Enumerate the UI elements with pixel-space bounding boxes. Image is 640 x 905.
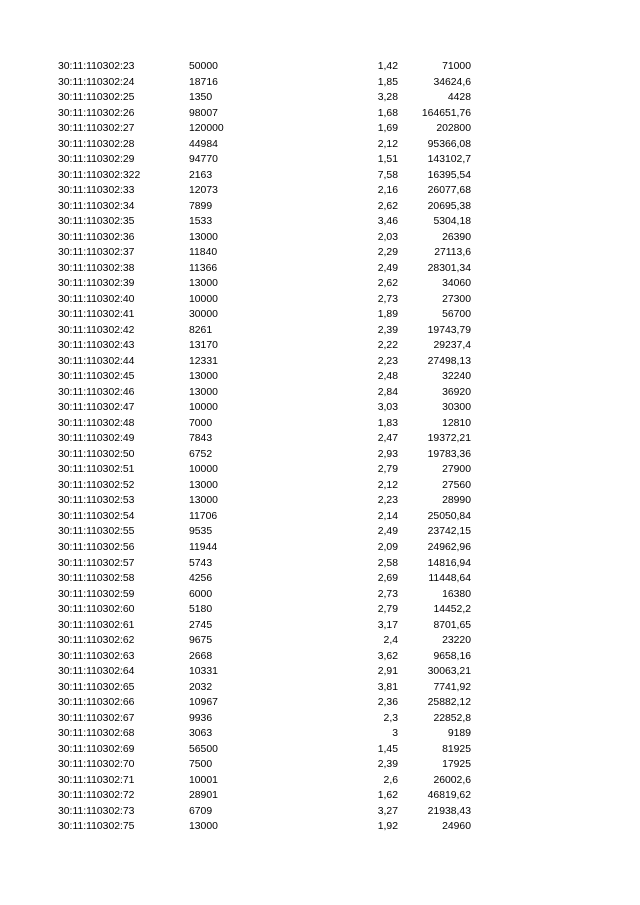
total-cell: 26390 xyxy=(442,231,471,243)
rate-cell: 2,73 xyxy=(377,588,398,600)
table-row xyxy=(0,276,640,292)
cadastral-number-cell: 30:11:110302:64 xyxy=(58,666,135,678)
rate-cell: 3,28 xyxy=(377,92,398,104)
total-cell: 25050,84 xyxy=(427,510,471,522)
cadastral-number-cell: 30:11:110302:49 xyxy=(58,433,135,445)
table-row xyxy=(0,556,640,572)
cadastral-number-cell: 30:11:110302:46 xyxy=(58,386,135,398)
total-cell: 27498,13 xyxy=(427,355,471,367)
cadastral-number-cell: 30:11:110302:70 xyxy=(58,759,135,771)
quantity-cell: 3063 xyxy=(189,728,213,740)
cadastral-number-cell: 30:11:110302:45 xyxy=(58,371,135,383)
quantity-cell: 50000 xyxy=(189,61,218,72)
cadastral-number-cell: 30:11:110302:322 xyxy=(58,169,141,181)
total-cell: 23742,15 xyxy=(427,526,471,538)
quantity-cell: 6709 xyxy=(189,805,213,817)
rate-cell: 1,69 xyxy=(377,123,398,135)
quantity-cell: 13000 xyxy=(189,479,218,491)
rate-cell: 3,27 xyxy=(377,805,398,817)
total-cell: 25882,12 xyxy=(427,697,471,709)
quantity-cell: 120000 xyxy=(189,123,224,135)
table-row xyxy=(0,587,640,603)
data-table xyxy=(0,59,640,835)
total-cell: 19783,36 xyxy=(427,448,471,460)
cadastral-number-cell: 30:11:110302:23 xyxy=(58,61,135,72)
cadastral-number-cell: 30:11:110302:33 xyxy=(58,185,135,197)
table-row xyxy=(0,602,640,618)
rate-cell: 2,79 xyxy=(377,464,398,476)
rate-cell: 7,58 xyxy=(377,169,398,181)
quantity-cell: 13000 xyxy=(189,495,218,507)
cadastral-number-cell: 30:11:110302:57 xyxy=(58,557,135,569)
quantity-cell: 9936 xyxy=(189,712,213,724)
rate-cell: 1,83 xyxy=(377,417,398,429)
table-row xyxy=(0,75,640,91)
table-row xyxy=(0,540,640,556)
table-row xyxy=(0,742,640,758)
total-cell: 16380 xyxy=(442,588,471,600)
rate-cell: 2,6 xyxy=(383,774,398,786)
cadastral-number-cell: 30:11:110302:42 xyxy=(58,324,135,336)
cadastral-number-cell: 30:11:110302:69 xyxy=(58,743,135,755)
quantity-cell: 7843 xyxy=(189,433,213,445)
table-row xyxy=(0,307,640,323)
cadastral-number-cell: 30:11:110302:68 xyxy=(58,728,135,740)
total-cell: 14452,2 xyxy=(433,604,471,616)
table-row xyxy=(0,137,640,153)
cadastral-number-cell: 30:11:110302:35 xyxy=(58,216,135,228)
quantity-cell: 98007 xyxy=(189,107,218,119)
total-cell: 143102,7 xyxy=(427,154,471,166)
total-cell: 14816,94 xyxy=(427,557,471,569)
table-row xyxy=(0,680,640,696)
quantity-cell: 2745 xyxy=(189,619,213,631)
quantity-cell: 6752 xyxy=(189,448,213,460)
rate-cell: 2,62 xyxy=(377,278,398,290)
rate-cell: 1,62 xyxy=(377,790,398,802)
total-cell: 16395,54 xyxy=(427,169,471,181)
cadastral-number-cell: 30:11:110302:25 xyxy=(58,92,135,104)
rate-cell: 2,22 xyxy=(377,340,398,352)
table-row xyxy=(0,338,640,354)
table-row xyxy=(0,757,640,773)
quantity-cell: 10001 xyxy=(189,774,218,786)
total-cell: 9189 xyxy=(447,728,471,740)
quantity-cell: 9535 xyxy=(189,526,213,538)
table-row xyxy=(0,121,640,137)
cadastral-number-cell: 30:11:110302:28 xyxy=(58,138,135,150)
total-cell: 12810 xyxy=(442,417,471,429)
quantity-cell: 13000 xyxy=(189,278,218,290)
quantity-cell: 13170 xyxy=(189,340,218,352)
cadastral-number-cell: 30:11:110302:41 xyxy=(58,309,135,321)
table-row xyxy=(0,462,640,478)
quantity-cell: 9675 xyxy=(189,635,213,647)
table-row xyxy=(0,571,640,587)
quantity-cell: 44984 xyxy=(189,138,218,150)
rate-cell: 1,51 xyxy=(377,154,398,166)
rate-cell: 2,58 xyxy=(377,557,398,569)
table-row xyxy=(0,90,640,106)
cadastral-number-cell: 30:11:110302:63 xyxy=(58,650,135,662)
total-cell: 26002,6 xyxy=(433,774,471,786)
total-cell: 30300 xyxy=(442,402,471,414)
cadastral-number-cell: 30:11:110302:53 xyxy=(58,495,135,507)
table-row xyxy=(0,788,640,804)
cadastral-number-cell: 30:11:110302:75 xyxy=(58,821,135,833)
rate-cell: 3 xyxy=(392,728,398,740)
total-cell: 27113,6 xyxy=(434,247,471,259)
table-row xyxy=(0,649,640,665)
rate-cell: 3,17 xyxy=(377,619,398,631)
total-cell: 27560 xyxy=(442,479,471,491)
cadastral-number-cell: 30:11:110302:26 xyxy=(58,107,135,119)
cadastral-number-cell: 30:11:110302:24 xyxy=(58,76,135,88)
table-row xyxy=(0,199,640,215)
quantity-cell: 1533 xyxy=(189,216,213,228)
rate-cell: 2,03 xyxy=(377,231,398,243)
total-cell: 7741,92 xyxy=(433,681,471,693)
table-row xyxy=(0,261,640,277)
table-row xyxy=(0,385,640,401)
rate-cell: 2,09 xyxy=(377,541,398,553)
total-cell: 24960 xyxy=(442,821,471,833)
rate-cell: 3,62 xyxy=(377,650,398,662)
cadastral-number-cell: 30:11:110302:65 xyxy=(58,681,135,693)
quantity-cell: 11840 xyxy=(189,247,218,259)
table-row xyxy=(0,323,640,339)
total-cell: 11448,64 xyxy=(428,573,471,585)
quantity-cell: 10331 xyxy=(189,666,218,678)
total-cell: 164651,76 xyxy=(421,107,471,119)
table-row xyxy=(0,509,640,525)
total-cell: 4428 xyxy=(447,92,471,104)
total-cell: 36920 xyxy=(442,386,471,398)
cadastral-number-cell: 30:11:110302:38 xyxy=(58,262,135,274)
rate-cell: 2,49 xyxy=(377,262,398,274)
cadastral-number-cell: 30:11:110302:40 xyxy=(58,293,135,305)
total-cell: 21938,43 xyxy=(427,805,471,817)
total-cell: 30063,21 xyxy=(427,666,471,678)
rate-cell: 3,46 xyxy=(377,216,398,228)
rate-cell: 2,16 xyxy=(377,185,398,197)
total-cell: 23220 xyxy=(442,635,471,647)
quantity-cell: 5743 xyxy=(189,557,213,569)
quantity-cell: 5180 xyxy=(189,604,213,616)
table-row xyxy=(0,59,640,75)
quantity-cell: 8261 xyxy=(189,324,213,336)
table-row xyxy=(0,695,640,711)
quantity-cell: 6000 xyxy=(189,588,213,600)
rate-cell: 2,93 xyxy=(377,448,398,460)
quantity-cell: 2032 xyxy=(189,681,213,693)
total-cell: 34624,6 xyxy=(433,76,471,88)
cadastral-number-cell: 30:11:110302:48 xyxy=(58,417,135,429)
total-cell: 19743,79 xyxy=(427,324,471,336)
quantity-cell: 13000 xyxy=(189,231,218,243)
quantity-cell: 10000 xyxy=(189,293,218,305)
table-row xyxy=(0,168,640,184)
table-row xyxy=(0,804,640,820)
quantity-cell: 10000 xyxy=(189,402,218,414)
table-row xyxy=(0,773,640,789)
table-row xyxy=(0,524,640,540)
quantity-cell: 13000 xyxy=(189,386,218,398)
quantity-cell: 7000 xyxy=(189,417,213,429)
cadastral-number-cell: 30:11:110302:50 xyxy=(58,448,135,460)
quantity-cell: 7899 xyxy=(189,200,213,212)
table-row xyxy=(0,618,640,634)
table-row xyxy=(0,664,640,680)
quantity-cell: 11944 xyxy=(189,541,218,553)
rate-cell: 2,12 xyxy=(377,138,398,150)
table-row xyxy=(0,819,640,835)
table-row xyxy=(0,245,640,261)
cadastral-number-cell: 30:11:110302:27 xyxy=(58,123,135,135)
total-cell: 28301,34 xyxy=(427,262,471,274)
cadastral-number-cell: 30:11:110302:47 xyxy=(58,402,135,414)
cadastral-number-cell: 30:11:110302:55 xyxy=(58,526,135,538)
quantity-cell: 18716 xyxy=(189,76,218,88)
rate-cell: 2,49 xyxy=(377,526,398,538)
rate-cell: 1,45 xyxy=(377,743,398,755)
cadastral-number-cell: 30:11:110302:43 xyxy=(58,340,135,352)
rate-cell: 2,62 xyxy=(377,200,398,212)
table-row xyxy=(0,214,640,230)
table-row xyxy=(0,369,640,385)
rate-cell: 1,68 xyxy=(377,107,398,119)
rate-cell: 2,39 xyxy=(377,759,398,771)
table-row xyxy=(0,447,640,463)
cadastral-number-cell: 30:11:110302:51 xyxy=(58,464,135,476)
table-row xyxy=(0,230,640,246)
total-cell: 32240 xyxy=(442,371,471,383)
table-row xyxy=(0,633,640,649)
cadastral-number-cell: 30:11:110302:67 xyxy=(58,712,135,724)
total-cell: 8701,65 xyxy=(433,619,471,631)
rate-cell: 2,48 xyxy=(377,371,398,383)
total-cell: 24962,96 xyxy=(427,541,471,553)
rate-cell: 1,85 xyxy=(377,76,398,88)
table-row xyxy=(0,400,640,416)
rate-cell: 1,42 xyxy=(377,61,398,72)
quantity-cell: 28901 xyxy=(189,790,218,802)
cadastral-number-cell: 30:11:110302:39 xyxy=(58,278,135,290)
cadastral-number-cell: 30:11:110302:61 xyxy=(58,619,135,631)
cadastral-number-cell: 30:11:110302:72 xyxy=(58,790,135,802)
total-cell: 17925 xyxy=(442,759,471,771)
total-cell: 22852,8 xyxy=(433,712,471,724)
quantity-cell: 11366 xyxy=(189,262,218,274)
table-row xyxy=(0,416,640,432)
total-cell: 9658,16 xyxy=(433,650,471,662)
total-cell: 29237,4 xyxy=(433,340,471,352)
quantity-cell: 2668 xyxy=(189,650,213,662)
table-row xyxy=(0,292,640,308)
cadastral-number-cell: 30:11:110302:66 xyxy=(58,697,135,709)
cadastral-number-cell: 30:11:110302:36 xyxy=(58,231,135,243)
cadastral-number-cell: 30:11:110302:58 xyxy=(58,573,135,585)
total-cell: 26077,68 xyxy=(427,185,471,197)
quantity-cell: 4256 xyxy=(189,573,213,585)
total-cell: 27900 xyxy=(442,464,471,476)
cadastral-number-cell: 30:11:110302:54 xyxy=(58,510,135,522)
rate-cell: 2,12 xyxy=(377,479,398,491)
rate-cell: 2,47 xyxy=(377,433,398,445)
rate-cell: 2,69 xyxy=(377,573,398,585)
rate-cell: 2,39 xyxy=(377,324,398,336)
rate-cell: 3,81 xyxy=(377,681,398,693)
rate-cell: 2,84 xyxy=(377,386,398,398)
quantity-cell: 7500 xyxy=(189,759,213,771)
rate-cell: 2,73 xyxy=(377,293,398,305)
total-cell: 202800 xyxy=(436,123,471,135)
total-cell: 56700 xyxy=(442,309,471,321)
quantity-cell: 1350 xyxy=(189,92,213,104)
cadastral-number-cell: 30:11:110302:34 xyxy=(58,200,135,212)
quantity-cell: 12073 xyxy=(189,185,218,197)
total-cell: 81925 xyxy=(442,743,471,755)
quantity-cell: 11706 xyxy=(189,510,218,522)
total-cell: 5304,18 xyxy=(433,216,471,228)
total-cell: 20695,38 xyxy=(427,200,471,212)
rate-cell: 2,4 xyxy=(383,635,398,647)
quantity-cell: 30000 xyxy=(189,309,218,321)
cadastral-number-cell: 30:11:110302:60 xyxy=(58,604,135,616)
total-cell: 95366,08 xyxy=(427,138,471,150)
cadastral-number-cell: 30:11:110302:44 xyxy=(58,355,135,367)
cadastral-number-cell: 30:11:110302:71 xyxy=(58,774,135,786)
quantity-cell: 2163 xyxy=(189,169,213,181)
rate-cell: 2,14 xyxy=(377,510,398,522)
rate-cell: 2,23 xyxy=(377,355,398,367)
rate-cell: 2,79 xyxy=(377,604,398,616)
table-row xyxy=(0,152,640,168)
rate-cell: 2,36 xyxy=(377,697,398,709)
total-cell: 27300 xyxy=(442,293,471,305)
table-row xyxy=(0,106,640,122)
rate-cell: 2,3 xyxy=(383,712,398,724)
table-row xyxy=(0,431,640,447)
total-cell: 19372,21 xyxy=(427,433,471,445)
cadastral-number-cell: 30:11:110302:52 xyxy=(58,479,135,491)
cadastral-number-cell: 30:11:110302:56 xyxy=(58,541,135,553)
quantity-cell: 10000 xyxy=(189,464,218,476)
cadastral-number-cell: 30:11:110302:37 xyxy=(58,247,135,259)
rate-cell: 2,91 xyxy=(377,666,398,678)
quantity-cell: 12331 xyxy=(189,355,218,367)
table-row xyxy=(0,183,640,199)
total-cell: 46819,62 xyxy=(427,790,471,802)
cadastral-number-cell: 30:11:110302:62 xyxy=(58,635,135,647)
cadastral-number-cell: 30:11:110302:73 xyxy=(58,805,135,817)
quantity-cell: 13000 xyxy=(189,821,218,833)
cadastral-number-cell: 30:11:110302:59 xyxy=(58,588,135,600)
rate-cell: 3,03 xyxy=(377,402,398,414)
quantity-cell: 94770 xyxy=(189,154,218,166)
table-row xyxy=(0,726,640,742)
table-row xyxy=(0,493,640,509)
rate-cell: 1,92 xyxy=(377,821,398,833)
quantity-cell: 10967 xyxy=(189,697,218,709)
total-cell: 71000 xyxy=(442,61,471,72)
table-row xyxy=(0,711,640,727)
quantity-cell: 13000 xyxy=(189,371,218,383)
rate-cell: 2,23 xyxy=(377,495,398,507)
rate-cell: 1,89 xyxy=(377,309,398,321)
quantity-cell: 56500 xyxy=(189,743,218,755)
rate-cell: 2,29 xyxy=(377,247,398,259)
table-row xyxy=(0,354,640,370)
table-row xyxy=(0,478,640,494)
total-cell: 28990 xyxy=(442,495,471,507)
cadastral-number-cell: 30:11:110302:29 xyxy=(58,154,135,166)
total-cell: 34060 xyxy=(442,278,471,290)
